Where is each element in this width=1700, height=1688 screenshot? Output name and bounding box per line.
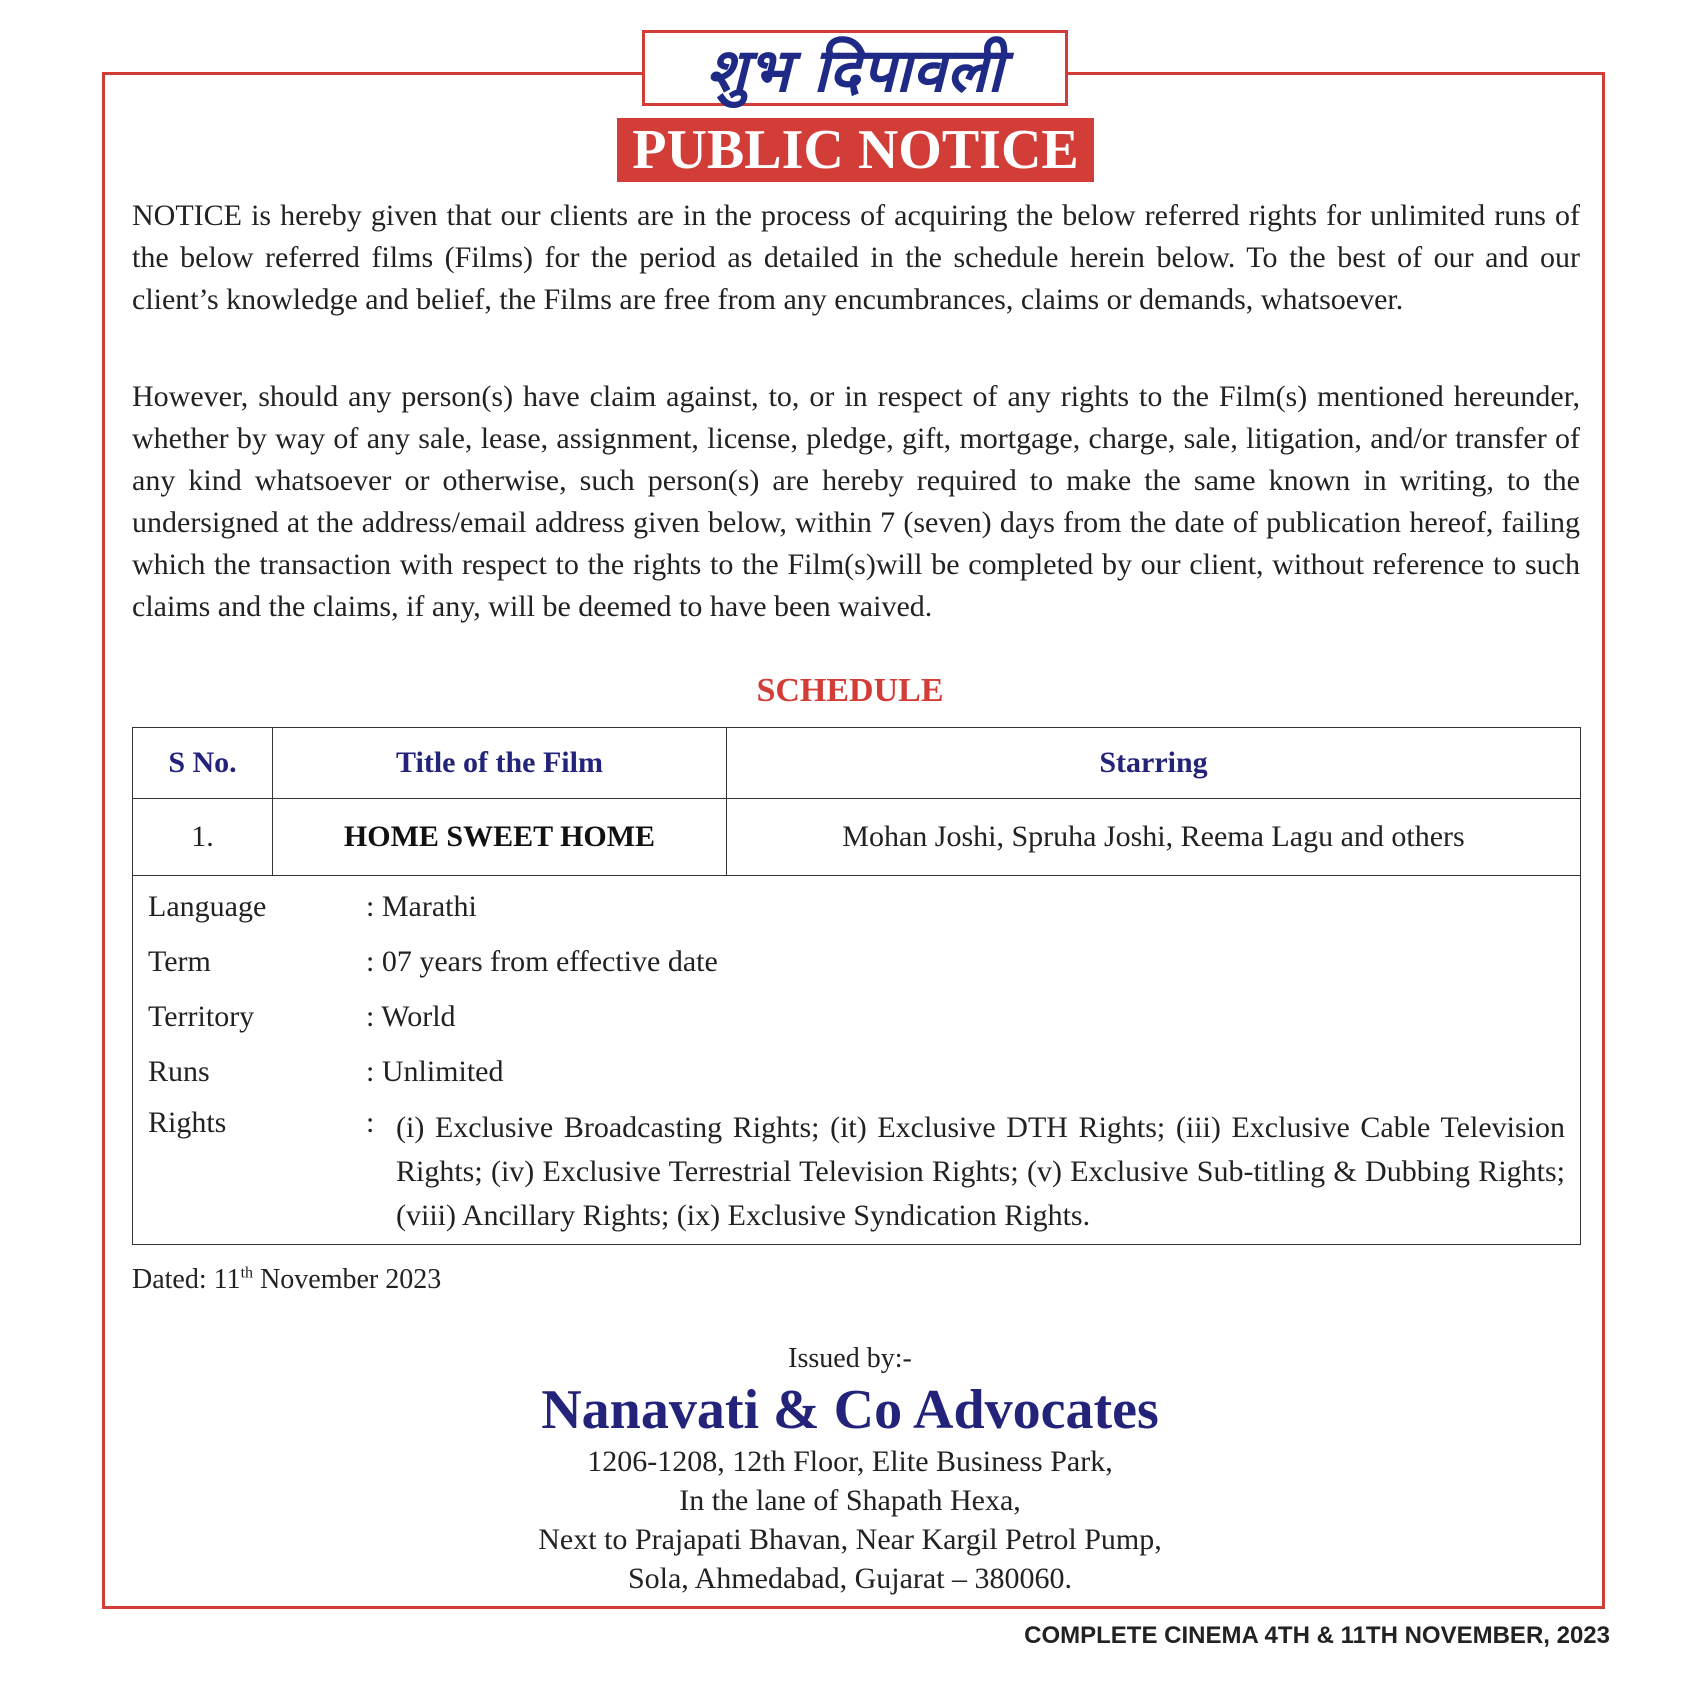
detail-territory — [148, 1000, 1565, 1040]
detail-label: Term — [148, 945, 211, 978]
address-line: In the lane of Shapath Hexa, — [679, 1484, 1021, 1517]
address-line: 1206-1208, 12th Floor, Elite Business Park, — [587, 1445, 1113, 1478]
detail-label: Territory — [148, 1000, 255, 1033]
notice-paragraph-2: However, should any person(s) have claim against, to, or in respect of any rights to the Film(s) mentioned hereunder, whether by way of any sale, lease, assignment, license, pledge, gift, mortgage, charge, sale, litigation, and/or transfer of any kind whatsoever or otherwise, such person(s) are hereby required to make the same known in writing, to the undersigned at the address/email address given below, within 7 (seven) days from the date of publication hereof, failing which the transaction with respect to the rights to the Film(s)will be completed by our client, without reference to such claims and the claims, if any, will be deemed to have been waived. — [132, 380, 1580, 623]
detail-value: : World — [366, 1000, 456, 1033]
dated-prefix: Dated: 11 — [132, 1264, 241, 1295]
detail-value: : Marathi — [366, 890, 477, 923]
detail-runs — [148, 1055, 1565, 1095]
dated-line — [132, 1264, 441, 1296]
detail-label: Runs — [148, 1055, 210, 1088]
issued-by-label: Issued by:- — [788, 1343, 912, 1374]
cell-film-title: HOME SWEET HOME — [273, 799, 727, 876]
detail-colon: : — [366, 1106, 375, 1139]
schedule-table — [132, 727, 1581, 876]
schedule-details — [132, 876, 1581, 1245]
publication-footer: COMPLETE CINEMA 4TH & 11TH NOVEMBER, 2023 — [1024, 1622, 1610, 1649]
table-header-row — [133, 728, 1581, 799]
detail-value: : 07 years from effective date — [366, 945, 718, 978]
firm-address — [0, 1442, 1700, 1598]
header-film-title: Title of the Film — [273, 728, 727, 799]
table-row — [133, 799, 1581, 876]
notice-paragraph-1: NOTICE is hereby given that our clients are in the process of acquiring the below referred rights for unlimited runs of the below referred films (Films) for the period as detailed in the schedule herein below. To the best of our and our client’s knowledge and belief, the Films are free from any encumbrances, claims or demands, whatsoever. — [132, 199, 1580, 316]
detail-label: Language — [148, 890, 267, 923]
firm-name: Nanavati & Co Advocates — [541, 1379, 1159, 1441]
dated-suffix: November 2023 — [253, 1264, 442, 1295]
cell-sno: 1. — [133, 799, 273, 876]
detail-term — [148, 945, 1565, 985]
rights-text: (i) Exclusive Broadcasting Rights; (it) Exclusive DTH Rights; (iii) Exclusive Cable Television Rights; (iv) Exclusive Terrestrial Television Rights; (v) Exclusive Sub-titling & Dubbing Rights; (viii) Ancillary Rights; (ix) Exclusive Syndication Rights. — [396, 1111, 1565, 1232]
detail-label: Rights — [148, 1106, 227, 1139]
header-sno: S No. — [133, 728, 273, 799]
detail-language — [148, 890, 1565, 930]
diwali-greeting: शुभ दिपावली — [642, 30, 1068, 106]
cell-starring: Mohan Joshi, Spruha Joshi, Reema Lagu and others — [727, 799, 1581, 876]
address-line: Next to Prajapati Bhavan, Near Kargil Petrol Pump, — [538, 1523, 1162, 1556]
dated-ordinal: th — [240, 1264, 254, 1282]
detail-value: : Unlimited — [366, 1055, 504, 1088]
address-line: Sola, Ahmedabad, Gujarat – 380060. — [627, 1562, 1073, 1595]
public-notice-banner: PUBLIC NOTICE — [617, 118, 1094, 182]
header-starring: Starring — [727, 728, 1581, 799]
schedule-heading: SCHEDULE — [756, 672, 944, 709]
